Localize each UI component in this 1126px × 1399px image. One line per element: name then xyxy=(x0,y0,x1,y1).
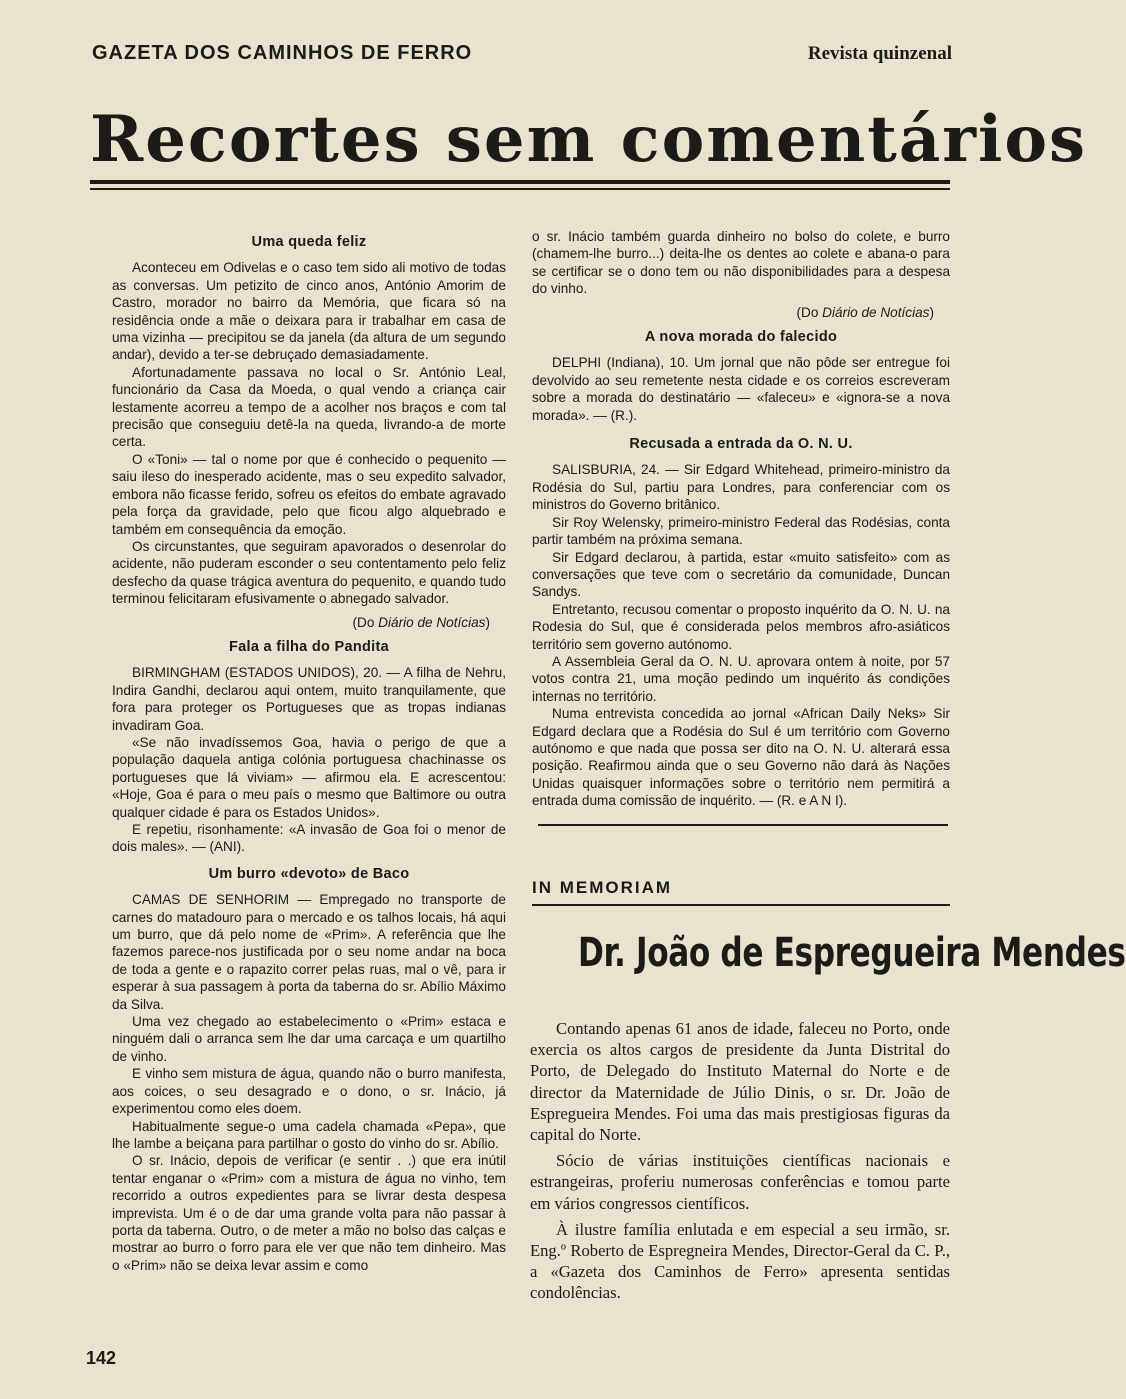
article-paragraph: Numa entrevista concedida ao jornal «African Daily Neks» Sir Edgard declara que a Rodésia do Sul é um território com Governo autónomo e que nada que possa ser dito na O. N. U. alterará essa posição. Reafirmou ainda que o seu Governo não dará às Nações Unidas quaisquer informações sobre o território nem permitirá a entrada duma comissão de inquérito. — (R. e A N I). xyxy=(532,706,950,809)
article-paragraph: E vinho sem mistura de água, quando não o burro manifesta, aos coices, o seu desagrado e o dono, o sr. Inácio, já experimentou como eles doem. xyxy=(112,1066,506,1117)
article-paragraph: Os circunstantes, que seguiram apavorados o desenrolar do acidente, não puderam esconder o seu contentamento pelo feliz desfecho da quase trágica aventura do pequenito, e quando tudo terminou felicitaram efusivamente o abnegado salvador. xyxy=(112,538,506,607)
article-paragraph: BIRMINGHAM (ESTADOS UNIDOS), 20. — A filha de Nehru, Indira Gandhi, declarou aqui ontem, muito tranquilamente, que fora para proteger os Portugueses que as tropas indianas invadiram Goa. xyxy=(112,665,506,733)
memoriam-label: IN MEMORIAM xyxy=(532,878,673,897)
memoriam-name: Dr. João de Espregueira Mendes xyxy=(577,930,1126,976)
article-heading: A nova morada do falecido xyxy=(644,329,838,346)
article-heading: Uma queda feliz xyxy=(251,234,367,250)
article-paragraph: DELPHI (Indiana), 10. Um jornal que não pôde ser entregue foi devolvido ao seu remetente nesta cidade e os correios escreveram sobre a morada do destinatário — «faleceu» e «ignora-se a nova morada». — (R.). xyxy=(532,355,950,423)
article-source: (Do Diário de Notícias) xyxy=(352,614,490,630)
article-paragraph: «Se não invadíssemos Goa, havia o perigo de que a população daquela antiga colónia portuguesa chachinasse os portugueses que lá viviam» — afirmou ela. E acrescentou: «Hoje, Goa é para o meu país o mesmo que Baltimore ou outra qualquer cidade é para os Estados Unidos». xyxy=(112,734,506,820)
publication-name: GAZETA DOS CAMINHOS DE FERRO xyxy=(92,42,473,64)
article-heading: Recusada a entrada da O. N. U. xyxy=(629,436,853,453)
article-paragraph: Afortunadamente passava no local o Sr. António Leal, funcionário da Casa da Moeda, o qual vendo a criança cair lestamente acorreu a tempo de a acolher nos braços e com tal precisão que conseguiu detê-la na queda, livrando-a de morte certa. xyxy=(112,364,506,450)
memoriam-rule xyxy=(532,904,950,906)
article-paragraph: O «Toni» — tal o nome por que é conhecido o pequenito — saiu ileso do inesperado acidente, mas o seu expedito salvador, embora não ficasse ferido, sofreu os efeitos do embate agravado pela força da gravidade, pelo que ficou algo alquebrado e também em consequência da emoção. xyxy=(112,451,506,537)
article-paragraph: A Assembleia Geral da O. N. U. aprovara ontem à noite, por 57 votos contra 21, uma moção pedindo um inquérito ás condições internas no território. xyxy=(532,653,950,704)
article-paragraph: O sr. Inácio, depois de verificar (e sentir . .) que era inútil tentar enganar o «Prim» com a mistura de água no vinho, tem recorrido a outros expedientes para se livrar desta despesa imprevista. Um é o de dar uma grande volta para não passar à porta da taberna. Outro, o de meter a mão no bolso das calças e mostrar ao burro o forro para ele ver que não tem dinheiro. Mas o «Prim» não se deixa levar assim e como xyxy=(112,1153,506,1273)
article-paragraph: SALISBURIA, 24. — Sir Edgard Whitehead, primeiro-ministro da Rodésia do Sul, partiu para Londres, para conferenciar com os ministros do Governo britânico. xyxy=(532,462,950,513)
article-heading: Fala a filha do Pandita xyxy=(229,638,389,655)
title-rule-thick xyxy=(90,180,950,184)
memoriam-text xyxy=(530,1018,950,1309)
article-paragraph: Entretanto, recusou comentar o proposto inquérito da O. N. U. na Rodesia do Sul, que é considerada pelos membros afro-asiáticos território sem governo autónomo. xyxy=(532,601,950,652)
publication-subtitle: Revista quinzenal xyxy=(807,43,952,64)
article-paragraph: Sir Edgard declarou, à partida, estar «muito satisfeito» com as conversações que teve com o secretário da comunidade, Duncan Sandys. xyxy=(532,549,950,600)
right-column xyxy=(532,228,950,826)
article-heading: Um burro «devoto» de Baco xyxy=(208,865,410,882)
section-divider xyxy=(538,824,948,826)
article-paragraph: CAMAS DE SENHORIM — Empregado no transporte de carnes do matadouro para o mercado e os talhos locais, há aqui um burro, que dá pelo nome de «Prim». A referência que lhe fazemos parece-nos justificada por o seu nome andar na boca de toda a gente e o rapazito correr pelas ruas, mal o vê, para ir esperar à sua passagem à porta da taberna do sr. Abílio Máximo da Silva. xyxy=(112,892,506,1012)
article-paragraph: Uma vez chegado ao estabelecimento o «Prim» estaca e ninguém dali o arranca sem lhe dar uma carcaça e um quartilho de vinho. xyxy=(112,1014,506,1064)
article-paragraph: Sir Roy Welensky, primeiro-ministro Federal das Rodésias, conta partir também na próxima semana. xyxy=(532,514,950,548)
title-rule-thin xyxy=(90,188,950,190)
page-title: Recortes sem comentários xyxy=(90,102,1088,177)
memoriam-paragraph: À ilustre família enlutada e em especial a seu irmão, sr. Eng.º Roberto de Espregneira Mendes, Director-Geral da C. P., a «Gazeta dos Caminhos de Ferro» apresenta sentidas condolências. xyxy=(530,1219,950,1303)
page-number: 142 xyxy=(86,1348,117,1368)
article-paragraph: Habitualmente segue-o uma cadela chamada «Pepa», que lhe lambe a beiçana para partilhar o gosto do vinho do sr. Abílio. xyxy=(112,1118,506,1151)
article-source: (Do Diário de Notícias) xyxy=(796,304,934,320)
article-paragraph: Aconteceu em Odivelas e o caso tem sido ali motivo de todas as conversas. Um petizito de cinco anos, António Amorim de Castro, morador no bairro da Memória, que ficara só na residência onde a mãe o deixara para ir trabalhar em casa de uma vizinha — precipitou se da janela (da altura de um segundo andar), devido a ter-se debruçado demasiadamente. xyxy=(112,260,506,363)
memoriam-paragraph: Sócio de várias instituições científicas nacionais e estrangeiras, proferiu numerosas conferências e tomou parte em vários congressos científicos. xyxy=(530,1151,950,1213)
memoriam-paragraph: Contando apenas 61 anos de idade, faleceu no Porto, onde exercia os altos cargos de presidente da Junta Distrital do Porto, de Delegado do Instituto Maternal do Norte e de director da Maternidade de Júlio Dinis, o sr. Dr. João de Espregueira Mendes. Foi uma das mais prestigiosas figuras da capital do Norte. xyxy=(530,1019,950,1145)
article-paragraph-continued: o sr. Inácio também guarda dinheiro no bolso do colete, e burro (chamem-lhe burro...) deita-lhe os dentes ao colete e abana-o para se certificar se o dono tem ou não disponibilidades para a despesa do vinho. xyxy=(532,229,950,297)
running-head xyxy=(92,42,952,65)
article-paragraph: E repetiu, risonhamente: «A invasão de Goa foi o menor de dois males». — (ANI). xyxy=(112,822,506,855)
left-column xyxy=(112,228,506,1274)
